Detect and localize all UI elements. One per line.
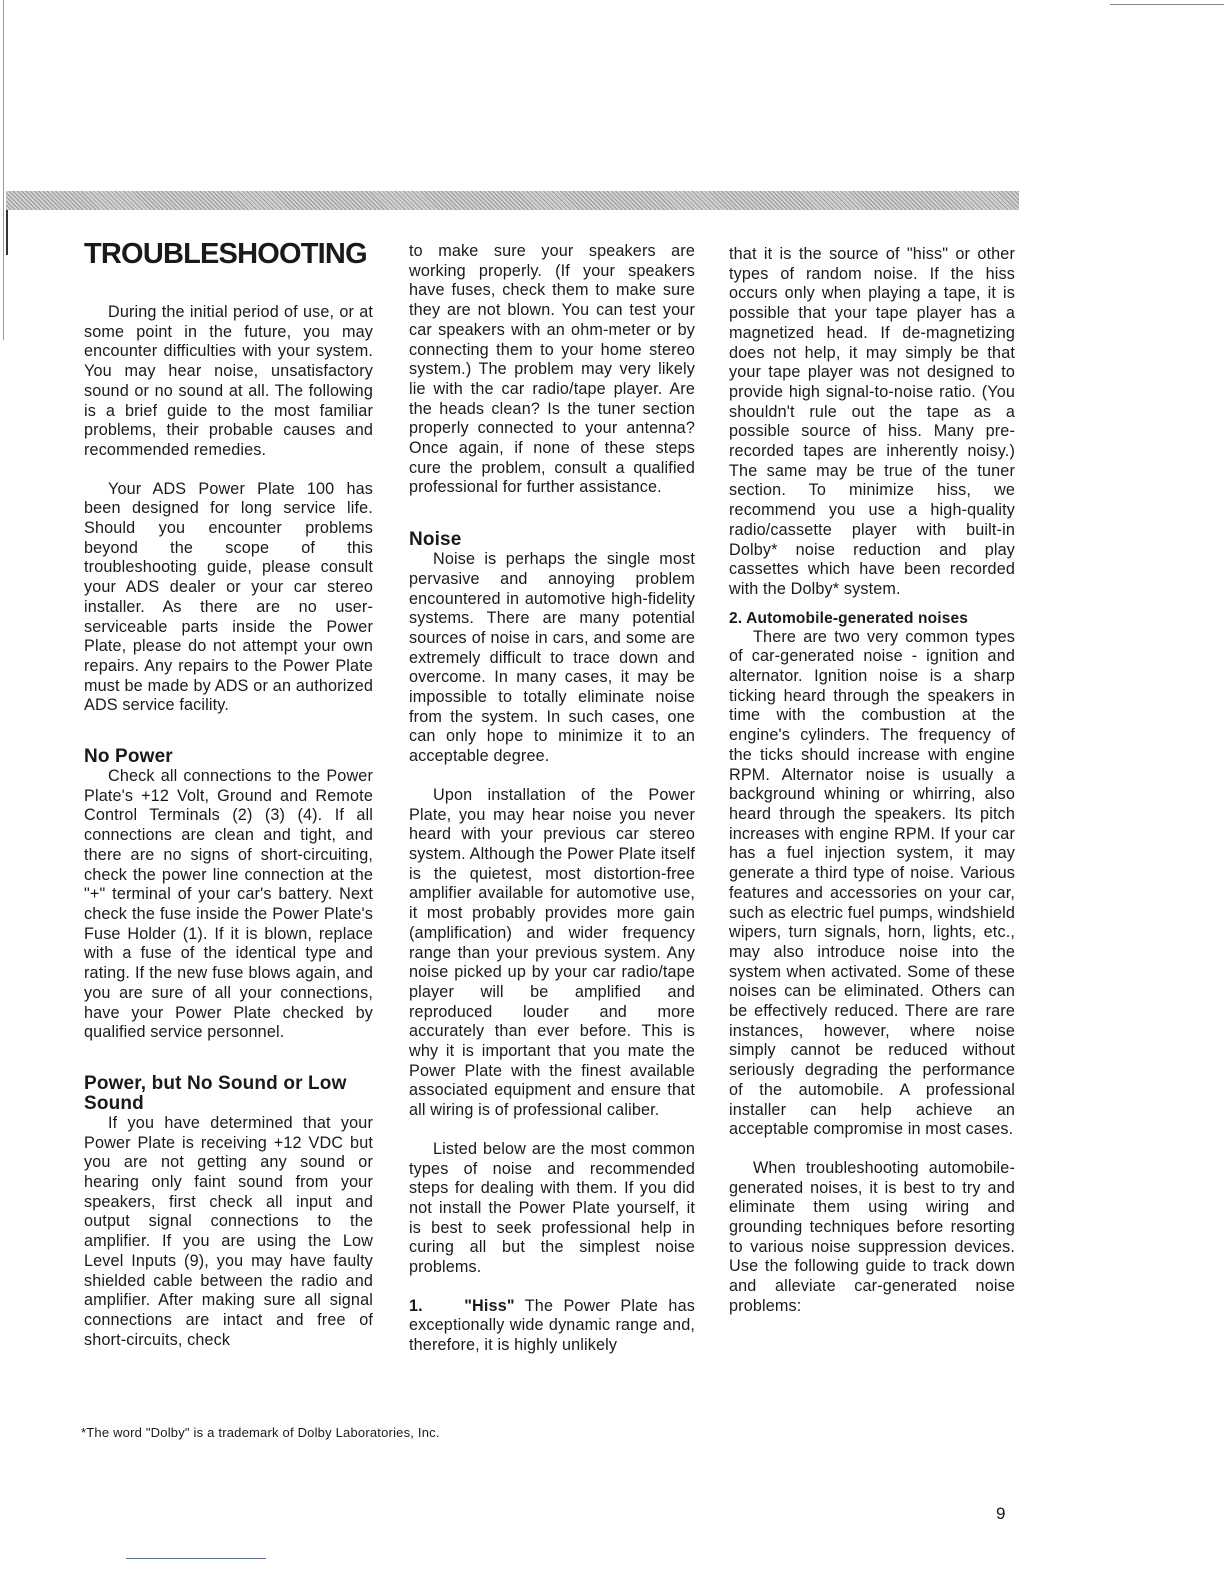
header-band bbox=[6, 191, 1019, 210]
dolby-footnote: *The word "Dolby" is a trademark of Dolby Laboratories, Inc. bbox=[81, 1425, 440, 1440]
column-2 bbox=[409, 242, 695, 1356]
column-1 bbox=[84, 237, 373, 1350]
column-3 bbox=[729, 245, 1015, 1317]
low-sound-heading: Power, but No Sound or Low Sound bbox=[84, 1072, 347, 1114]
noise-paragraph-3: Listed below are the most common types of noise and recommended steps for dealing with them. If you did not install the Power Plate yourself, it is best to seek professional help in curing all but the simplest noise problems. bbox=[409, 1139, 695, 1277]
page-number: 9 bbox=[996, 1504, 1006, 1523]
hiss-number: 1. bbox=[409, 1296, 423, 1315]
low-sound-text: If you have determined that your Power Plate is receiving +12 VDC but you are not getting any sound or hearing only faint sound from your speakers, first check all input and output signal connections to the amplifier. If you are using the Low Level Inputs (9), you may have faulty shielded cable between the radio and amplifier. After making sure all signal connections are intact and free of short-circuits, check bbox=[84, 1113, 373, 1349]
no-power-text: Check all connections to the Power Plate's +12 Volt, Ground and Remote Control Terminals (2) (3) (4). If all connections are clean and tight, and there are no signs of short-circuiting, check the power line connection at the "+" terminal of your car's battery. Next check the fuse inside the Power Plate's Fuse Holder (1). If it is blown, replace with a fuse of the identical type and rating. If the new fuse blows again, and you are sure of all your connections, have your Power Plate checked by qualified service personnel. bbox=[84, 767, 373, 1042]
auto-noise-heading: 2. Automobile-generated noises bbox=[729, 609, 969, 627]
hiss-label: "Hiss" bbox=[464, 1296, 515, 1315]
no-power-heading: No Power bbox=[84, 746, 173, 768]
hiss-paragraph bbox=[409, 1297, 695, 1356]
noise-paragraph-2: Upon installation of the Power Plate, you may hear noise you never heard with your previous car stereo system. Although the Power Plate itself is the quietest, most distortion-free amplifier available for automotive use, it most probably provides more gain (amplification) and wider frequency range than your previous system. Any noise picked up by your car radio/tape player will be amplified and reproduced louder and more accurately than ever before. This is why it is important that you mate the Power Plate with the finest available associated equipment and ensure that all wiring is of professional caliber. bbox=[409, 785, 695, 1120]
scan-edge-line bbox=[3, 0, 4, 340]
page-title: TROUBLESHOOTING bbox=[84, 238, 367, 270]
bottom-rule bbox=[126, 1558, 266, 1559]
auto-noise-paragraph-1: There are two very common types of car-generated noise - ignition and alternator. Ignition noise is a sharp ticking heard through the speakers in time with the combustion at the engine's cylinders. The frequency of the ticks should increase with engine RPM. Alternator noise is usually a background whining or whirring, also heard through the speakers. Its pitch increases with engine RPM. If your car has a fuel injection system, it may generate a third type of noise. Various features and accessories on your car, such as electric fuel pumps, windshield wipers, turn signals, horn, lights, etc., may also introduce noise into the system when activated. Some of these noises can be eliminated. Others can be effectively reduced. There are rare instances, however, where noise simply cannot be reduced without seriously degrading the performance of the automobile. A professional installer can help achieve an acceptable compromise in most cases. bbox=[729, 627, 1015, 1139]
noise-paragraph-1: Noise is perhaps the single most pervasive and annoying problem encountered in automotive high-fidelity systems. There are many potential sources of noise in cars, and some are extremely difficult to trace down and overcome. In many cases, it may be impossible to totally eliminate noise from the system. In such cases, one can only hope to minimize it to an acceptable degree. bbox=[409, 550, 695, 766]
speakers-continued-text: to make sure your speakers are working properly. (If your speakers have fuses, check them to make sure they are not blown. You can test your car speakers with an ohm-meter or by connecting them to your home stereo system.) The problem may very likely lie with the car radio/tape player. Are the heads clean? Is the tuner section properly connected to your antenna? Once again, if none of these steps cure the problem, consult a qualified professional for further assistance. bbox=[409, 242, 695, 497]
top-corner-line bbox=[1110, 4, 1224, 5]
intro-paragraph-1: During the initial period of use, or at some point in the future, you may encounter difficulties with your system. You may hear noise, unsatisfactory sound or no sound at all. The following is a brief guide to the most familiar problems, their probable causes and recommended remedies. bbox=[84, 303, 373, 459]
hiss-text: The Power Plate has exceptionally wide dynamic range and, therefore, it is highly unlikely bbox=[409, 1296, 695, 1355]
noise-heading: Noise bbox=[409, 529, 462, 551]
auto-noise-paragraph-2: When troubleshooting automobile-generated noises, it is best to try and eliminate them using wiring and grounding techniques before resorting to various noise suppression devices. Use the following guide to track down and alleviate car-generated noise problems: bbox=[729, 1158, 1015, 1315]
hiss-continued-text: that it is the source of "hiss" or other types of random noise. If the hiss occurs only when playing a tape, it is possible that your tape player has a magnetized head. If de-magnetizing does not help, it may simply be that your tape player was not designed to provide high signal-to-noise ratio. (You shouldn't rule out the tape as a possible source of hiss. Many pre-recorded tapes are inherently noisy.) The same may be true of the tuner section. To minimize hiss, we recommend you use a high-quality radio/cassette player with built-in Dolby* noise reduction and play cassettes which have been recorded with the Dolby* system. bbox=[729, 245, 1015, 598]
intro-paragraph-2: Your ADS Power Plate 100 has been designed for long service life. Should you encounter problems beyond the scope of this troubleshooting guide, please consult your ADS dealer or your car stereo installer. As there are no user-serviceable parts inside the Power Plate, please do not attempt your own repairs. Any repairs to the Power Plate must be made by ADS or an authorized ADS service facility. bbox=[84, 479, 373, 715]
